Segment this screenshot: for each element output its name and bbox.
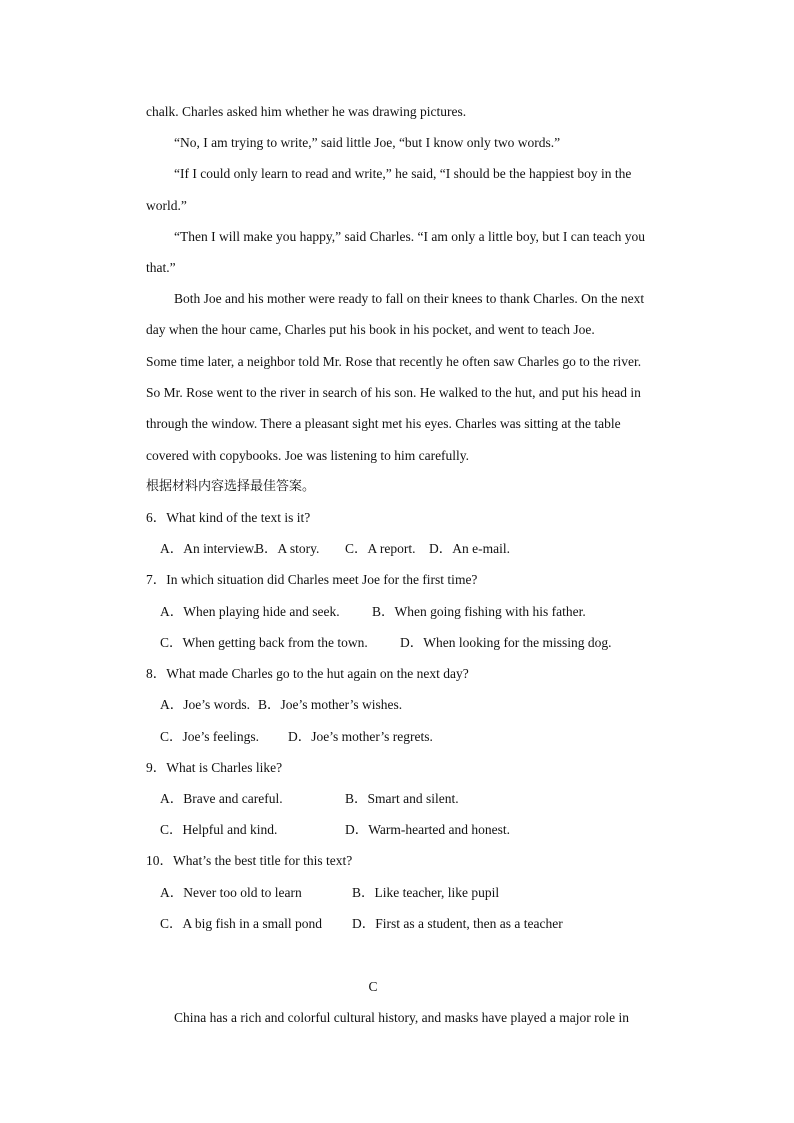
- option-10d[interactable]: D．First as a student, then as a teacher: [352, 916, 563, 931]
- passage-line: that.”: [146, 260, 176, 275]
- passage-line: China has a rich and colorful cultural history, and masks have played a major role in: [174, 1010, 629, 1025]
- passage-line: “If I could only learn to read and write,” he said, “I should be the happiest boy in the: [174, 166, 632, 181]
- option-9c[interactable]: C．Helpful and kind.: [160, 822, 278, 837]
- passage-line: day when the hour came, Charles put his book in his pocket, and went to teach Joe.: [146, 322, 595, 337]
- passage-line: through the window. There a pleasant sight met his eyes. Charles was sitting at the table: [146, 416, 621, 431]
- option-8c[interactable]: C．Joe’s feelings.: [160, 729, 259, 744]
- option-8d[interactable]: D．Joe’s mother’s regrets.: [288, 729, 433, 744]
- option-8a[interactable]: A．Joe’s words.: [160, 697, 250, 712]
- passage-line: So Mr. Rose went to the river in search of his son. He walked to the hut, and put his head in: [146, 385, 641, 400]
- option-7b[interactable]: B．When going fishing with his father.: [372, 604, 586, 619]
- passage-line: Both Joe and his mother were ready to fall on their knees to thank Charles. On the next: [174, 291, 645, 306]
- passage-line: covered with copybooks. Joe was listening to him carefully.: [146, 448, 470, 463]
- question-8: 8．What made Charles go to the hut again on the next day?: [146, 666, 469, 681]
- option-6b[interactable]: B．A story.: [255, 541, 320, 556]
- question-9: 9．What is Charles like?: [146, 760, 283, 775]
- passage-line: chalk. Charles asked him whether he was drawing pictures.: [146, 104, 467, 119]
- passage-line: Some time later, a neighbor told Mr. Rose that recently he often saw Charles go to the river.: [146, 354, 642, 369]
- passage-line: world.”: [146, 198, 187, 213]
- option-9d[interactable]: D．Warm-hearted and honest.: [345, 822, 510, 837]
- option-6a[interactable]: A．An interview.: [160, 541, 257, 556]
- option-10c[interactable]: C．A big fish in a small pond: [160, 916, 322, 931]
- option-9a[interactable]: A．Brave and careful.: [160, 791, 283, 806]
- option-8b[interactable]: B．Joe’s mother’s wishes.: [258, 697, 403, 712]
- option-9b[interactable]: B．Smart and silent.: [345, 791, 459, 806]
- passage-line: “No, I am trying to write,” said little Joe, “but I know only two words.”: [174, 135, 561, 150]
- passage-line: “Then I will make you happy,” said Charles. “I am only a little boy, but I can teach you: [174, 229, 645, 244]
- option-10a[interactable]: A．Never too old to learn: [160, 885, 302, 900]
- question-6: 6．What kind of the text is it?: [146, 510, 311, 525]
- option-10b[interactable]: B．Like teacher, like pupil: [352, 885, 500, 900]
- question-7: 7．In which situation did Charles meet Joe for the first time?: [146, 572, 478, 587]
- question-10: 10．What’s the best title for this text?: [146, 853, 353, 868]
- section-heading-c: C: [368, 979, 378, 994]
- option-7d[interactable]: D．When looking for the missing dog.: [400, 635, 612, 650]
- option-6c[interactable]: C．A report.: [345, 541, 416, 556]
- option-7c[interactable]: C．When getting back from the town.: [160, 635, 368, 650]
- option-6d[interactable]: D．An e-mail.: [429, 541, 510, 556]
- instruction: 根据材料内容选择最佳答案。: [146, 479, 316, 494]
- option-7a[interactable]: A．When playing hide and seek.: [160, 604, 340, 619]
